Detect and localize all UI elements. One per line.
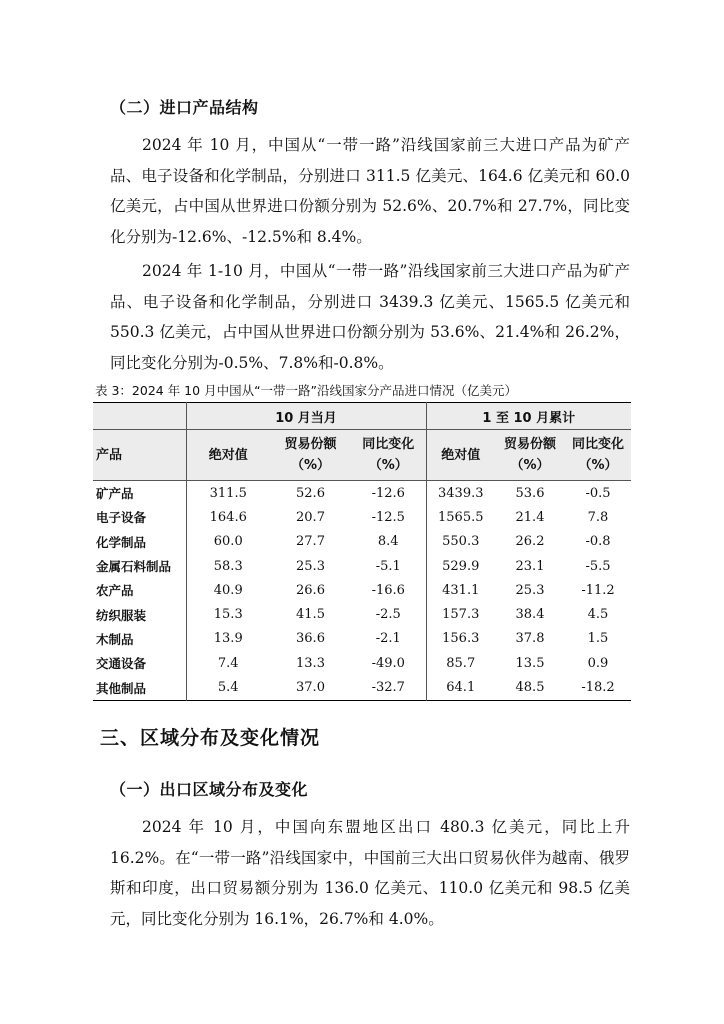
table-row bbox=[93, 651, 631, 675]
cell-cum-yoy: 1.5 bbox=[587, 631, 609, 647]
row-product-name: 其他制品 bbox=[93, 675, 186, 700]
section-heading-import-structure: （二）进口产品结构 bbox=[110, 98, 259, 117]
cell-cum-yoy: 7.8 bbox=[587, 509, 609, 525]
cell-month-share: 25.3 bbox=[296, 558, 325, 574]
cell-month-yoy: -16.6 bbox=[351, 578, 426, 602]
cell-month-share: 36.6 bbox=[296, 631, 325, 647]
cell-cum-yoy: -18.2 bbox=[581, 680, 615, 696]
cell-cum-yoy: -11.2 bbox=[581, 582, 615, 598]
table-row bbox=[93, 675, 631, 700]
cell-month-yoy: -12.5 bbox=[351, 505, 426, 529]
header-cum-yoy bbox=[565, 430, 631, 481]
cell-cum-share: 48.5 bbox=[515, 680, 545, 696]
table-row bbox=[93, 554, 631, 578]
cell-cum-abs: 529.9 bbox=[442, 558, 480, 574]
row-product-name: 交通设备 bbox=[93, 651, 186, 675]
cell-cum-abs: 1565.5 bbox=[438, 509, 484, 525]
cell-cum-share: 53.6 bbox=[515, 485, 545, 501]
cell-month-abs: 7.4 bbox=[217, 655, 239, 671]
cell-cum-abs: 156.3 bbox=[442, 631, 480, 647]
header-cum-yoy-line2: （%） bbox=[578, 458, 618, 473]
cell-month-abs: 311.5 bbox=[209, 485, 247, 501]
import-product-table bbox=[93, 402, 631, 701]
cell-cum-share: 37.8 bbox=[515, 631, 545, 647]
cell-cum-yoy: -0.8 bbox=[585, 534, 611, 550]
header-month-yoy-line2: （%） bbox=[368, 458, 408, 473]
cell-month-share: 37.0 bbox=[296, 680, 325, 696]
row-product-name: 农产品 bbox=[93, 578, 186, 602]
subheading-export-regions: （一）出口区域分布及变化 bbox=[110, 780, 309, 799]
cell-month-abs: 40.9 bbox=[213, 582, 243, 598]
header-blank bbox=[93, 403, 186, 430]
header-cum-yoy-line1: 同比变化 bbox=[571, 437, 624, 452]
cell-month-abs: 60.0 bbox=[213, 534, 243, 550]
cell-month-share: 13.3 bbox=[296, 655, 325, 671]
cell-cum-yoy: 4.5 bbox=[587, 607, 609, 623]
header-month-share-line2: （%） bbox=[290, 458, 331, 473]
cell-month-share: 26.6 bbox=[296, 582, 325, 598]
cell-cum-abs: 3439.3 bbox=[438, 485, 484, 501]
cell-month-yoy: -2.1 bbox=[351, 627, 426, 651]
paragraph-october-imports: 2024 年 10 月，中国从“一带一路”沿线国家前三大进口产品为矿产品、电子设备和化学制品，分别进口 311.5 亿美元、164.6 亿美元和 60.0 亿美元，占中国从世界进口份额分别为 52.6%、20.7%和 27.7%，同比变化分别为-12.6%、-12.5%和 8.4%。 bbox=[110, 136, 630, 246]
cell-cum-yoy: 0.9 bbox=[587, 655, 609, 671]
header-cum-abs: 绝对值 bbox=[426, 430, 495, 481]
table-caption: 表 3：2024 年 10 月中国从“一带一路”沿线国家分产品进口情况（亿美元） bbox=[95, 383, 518, 398]
table-row bbox=[93, 505, 631, 529]
cell-month-abs: 13.9 bbox=[213, 631, 243, 647]
cell-month-share: 41.5 bbox=[296, 607, 325, 623]
section-heading-regional: 三、区域分布及变化情况 bbox=[100, 727, 321, 749]
header-cum-share bbox=[495, 430, 565, 481]
header-product: 产品 bbox=[93, 430, 186, 481]
cell-month-share: 20.7 bbox=[296, 509, 325, 525]
row-product-name: 木制品 bbox=[93, 627, 186, 651]
cell-cum-share: 26.2 bbox=[515, 534, 545, 550]
cell-month-yoy: -5.1 bbox=[351, 554, 426, 578]
cell-month-share: 52.6 bbox=[296, 485, 325, 501]
header-cum-share-line2: （%） bbox=[510, 458, 550, 473]
cell-month-yoy: -12.6 bbox=[351, 481, 426, 506]
cell-month-share: 27.7 bbox=[296, 534, 325, 550]
cell-month-yoy: -32.7 bbox=[351, 675, 426, 700]
header-month-share bbox=[270, 430, 351, 481]
header-month-abs: 绝对值 bbox=[186, 430, 270, 481]
table-row bbox=[93, 578, 631, 602]
header-month-share-line1: 贸易份额 bbox=[284, 437, 337, 452]
table-row bbox=[93, 627, 631, 651]
row-product-name: 金属石料制品 bbox=[93, 554, 186, 578]
cell-cum-abs: 431.1 bbox=[442, 582, 480, 598]
cell-cum-share: 23.1 bbox=[515, 558, 545, 574]
header-month-yoy-line1: 同比变化 bbox=[362, 437, 415, 452]
cell-cum-share: 21.4 bbox=[515, 509, 545, 525]
header-cum-share-line1: 贸易份额 bbox=[503, 437, 556, 452]
table-row bbox=[93, 530, 631, 554]
cell-cum-share: 38.4 bbox=[515, 607, 545, 623]
row-product-name: 纺织服装 bbox=[93, 602, 186, 626]
table-row bbox=[93, 602, 631, 626]
cell-month-abs: 58.3 bbox=[213, 558, 243, 574]
header-group-month: 10 月当月 bbox=[186, 403, 426, 430]
cell-cum-share: 25.3 bbox=[515, 582, 545, 598]
header-group-cumulative: 1 至 10 月累计 bbox=[426, 403, 631, 430]
paragraph-export-regions: 2024 年 10 月，中国向东盟地区出口 480.3 亿美元，同比上升 16.2%。在“一带一路”沿线国家中，中国前三大出口贸易伙伴为越南、俄罗斯和印度，出口贸易额分别为 136.0 亿美元、110.0 亿美元和 98.5 亿美元，同比变化分别为 16.1%，26.7%和 4.0%。 bbox=[110, 818, 630, 928]
cell-cum-abs: 157.3 bbox=[442, 607, 480, 623]
cell-month-yoy: -49.0 bbox=[351, 651, 426, 675]
row-product-name: 矿产品 bbox=[93, 481, 186, 506]
table-row bbox=[93, 481, 631, 506]
cell-cum-share: 13.5 bbox=[515, 655, 545, 671]
cell-cum-abs: 550.3 bbox=[442, 534, 480, 550]
cell-cum-yoy: -0.5 bbox=[585, 485, 611, 501]
cell-month-abs: 5.4 bbox=[217, 680, 239, 696]
row-product-name: 电子设备 bbox=[93, 505, 186, 529]
cell-cum-yoy: -5.5 bbox=[585, 558, 611, 574]
cell-month-abs: 15.3 bbox=[213, 607, 243, 623]
row-product-name: 化学制品 bbox=[93, 530, 186, 554]
cell-month-abs: 164.6 bbox=[209, 509, 247, 525]
cell-month-yoy: 8.4 bbox=[351, 530, 426, 554]
header-month-yoy bbox=[351, 430, 426, 481]
cell-cum-abs: 64.1 bbox=[446, 680, 476, 696]
cell-cum-abs: 85.7 bbox=[446, 655, 476, 671]
cell-month-yoy: -2.5 bbox=[351, 602, 426, 626]
paragraph-jan-oct-imports: 2024 年 1-10 月，中国从“一带一路”沿线国家前三大进口产品为矿产品、电子设备和化学制品，分别进口 3439.3 亿美元、1565.5 亿美元和 550.3 亿美元，占中国从世界进口份额分别为 53.6%、21.4%和 26.2%，同比变化分别为-0.5%、7.8%和-0.8%。 bbox=[110, 262, 630, 372]
